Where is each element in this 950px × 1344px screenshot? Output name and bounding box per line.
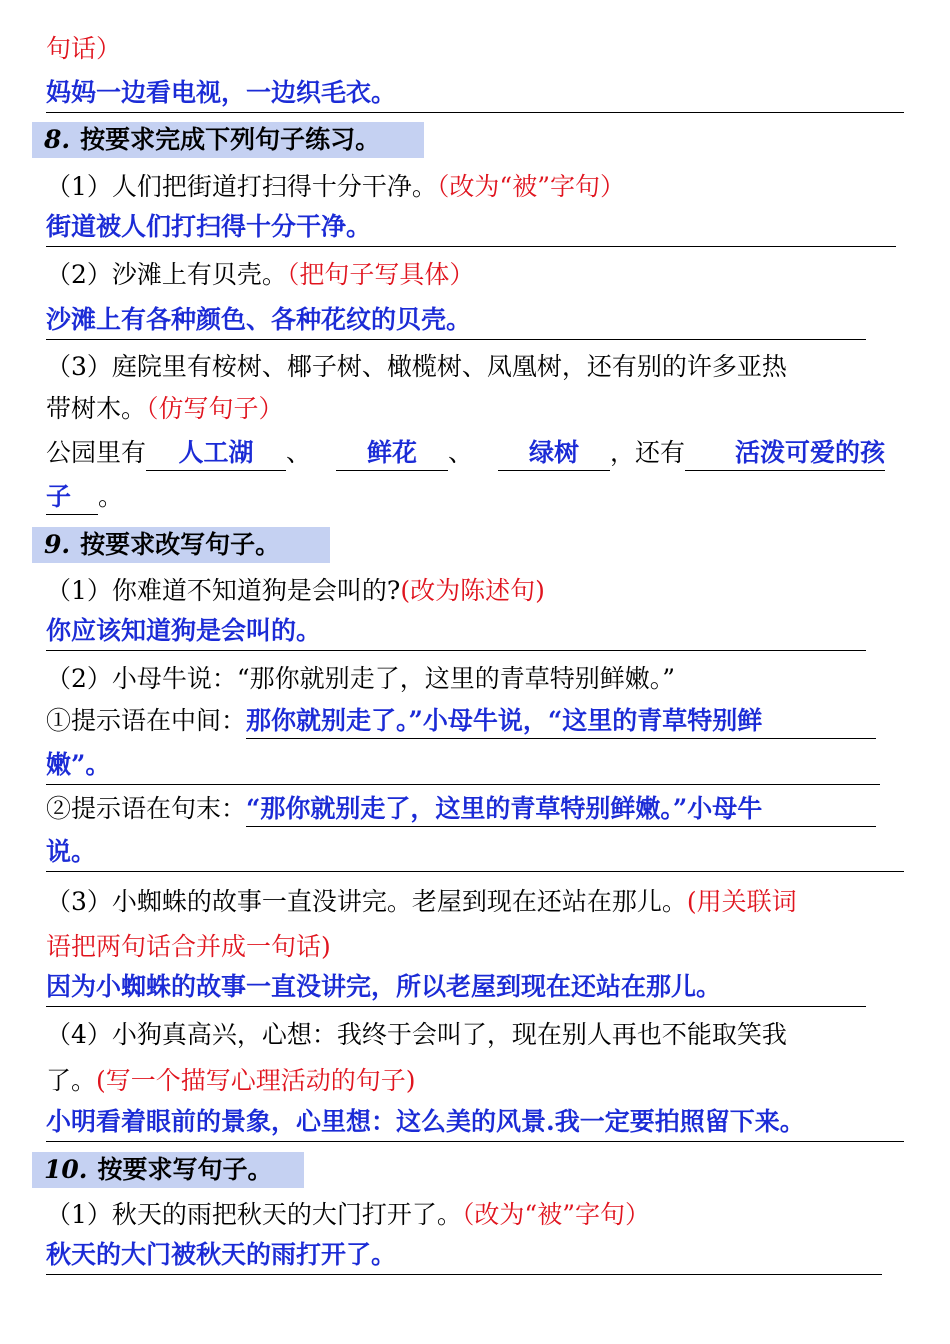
question-10-1 [46, 1198, 650, 1234]
answer-10-1: 秋天的大门被秋天的雨打开了。 [46, 1238, 882, 1275]
prev-answer: 妈妈一边看电视，一边织毛衣。 [46, 76, 904, 113]
fill-sentence-8-3 [46, 436, 885, 472]
question-text: （3）小蜘蛛的故事一直没讲完。老屋到现在还站在那儿。 [46, 887, 687, 916]
section-title: 按要求改写句子。 [80, 530, 281, 559]
section-number: 9. [44, 530, 71, 559]
section-10-header [32, 1152, 304, 1188]
fill-blank-4: 活泼可爱的孩 [685, 436, 885, 471]
fill-blank-1: 人工湖 [146, 436, 286, 471]
fill-sentence-8-3-cont [46, 480, 123, 516]
question-8-1 [46, 170, 625, 206]
section-title: 按要求写句子。 [97, 1155, 273, 1184]
answer-9-2-a-cont: 嫩”。 [46, 748, 880, 785]
question-9-1 [46, 574, 545, 610]
answer-label: ②提示语在句末： [46, 794, 247, 823]
answer-label: ①提示语在中间： [46, 706, 247, 735]
fill-middle: ，还有 [610, 438, 686, 467]
question-requirement: (改为陈述句) [400, 576, 545, 605]
question-9-2: （2）小母牛说：“那你就别走了，这里的青草特别鲜嫩。” [46, 664, 675, 693]
question-requirement: （改为“被”字句） [461, 1200, 650, 1229]
answer-9-1: 你应该知道狗是会叫的。 [46, 614, 866, 651]
question-9-4-line1: （4）小狗真高兴，心想：我终于会叫了，现在别人再也不能取笑我 [46, 1020, 787, 1049]
question-text: （1）你难道不知道狗是会叫的? [46, 576, 401, 605]
question-9-3 [46, 885, 797, 921]
fill-end: 。 [98, 482, 124, 511]
question-requirement: （仿写句子） [146, 394, 284, 423]
question-requirement: （把句子写具体） [286, 260, 475, 289]
question-text: （2）沙滩上有贝壳。 [46, 260, 287, 289]
question-text: 带树木。 [46, 394, 147, 423]
question-8-3-line1: （3）庭院里有桉树、椰子树、橄榄树、凤凰树，还有别的许多亚热 [46, 352, 787, 381]
question-text: （1）秋天的雨把秋天的大门打开了。 [46, 1200, 462, 1229]
question-8-2 [46, 258, 474, 294]
answer-9-2-b [46, 792, 876, 828]
fill-separator: 、 [286, 438, 312, 467]
question-text: （1）人们把街道打扫得十分干净。 [46, 172, 437, 201]
answer-9-2-a [46, 704, 876, 740]
fill-blank-3: 绿树 [498, 436, 610, 471]
question-9-4-line2 [46, 1064, 416, 1100]
question-text: 了。 [46, 1066, 97, 1095]
answer-text: 那你就别走了。”小母牛说，“这里的青草特别鲜 [246, 704, 876, 739]
answer-text: “那你就别走了，这里的青草特别鲜嫩。”小母牛 [246, 792, 876, 827]
answer-8-1: 街道被人们打扫得十分干净。 [46, 210, 896, 247]
question-requirement: (写一个描写心理活动的句子) [96, 1066, 416, 1095]
section-9-header [32, 527, 330, 563]
question-requirement: （改为“被”字句） [436, 172, 625, 201]
question-requirement: (用关联词 [686, 887, 797, 916]
section-title: 按要求完成下列句子练习。 [80, 125, 381, 154]
fill-prefix: 公园里有 [46, 438, 147, 467]
fill-separator: 、 [448, 438, 474, 467]
prev-requirement-tail: 句话） [46, 34, 122, 63]
section-8-header [32, 122, 424, 158]
fill-blank-2: 鲜花 [336, 436, 448, 471]
fill-blank-4-cont: 子 [46, 480, 98, 515]
section-number: 10. [44, 1155, 88, 1184]
answer-9-2-b-cont: 说。 [46, 835, 904, 872]
question-9-3-req-cont: 语把两句话合并成一句话) [46, 932, 331, 961]
answer-9-4: 小明看着眼前的景象，心里想：这么美的风景.我一定要拍照留下来。 [46, 1105, 904, 1142]
question-8-3-line2 [46, 392, 284, 428]
section-number: 8. [44, 125, 71, 154]
answer-9-3: 因为小蜘蛛的故事一直没讲完，所以老屋到现在还站在那儿。 [46, 970, 866, 1007]
answer-8-2: 沙滩上有各种颜色、各种花纹的贝壳。 [46, 303, 866, 340]
